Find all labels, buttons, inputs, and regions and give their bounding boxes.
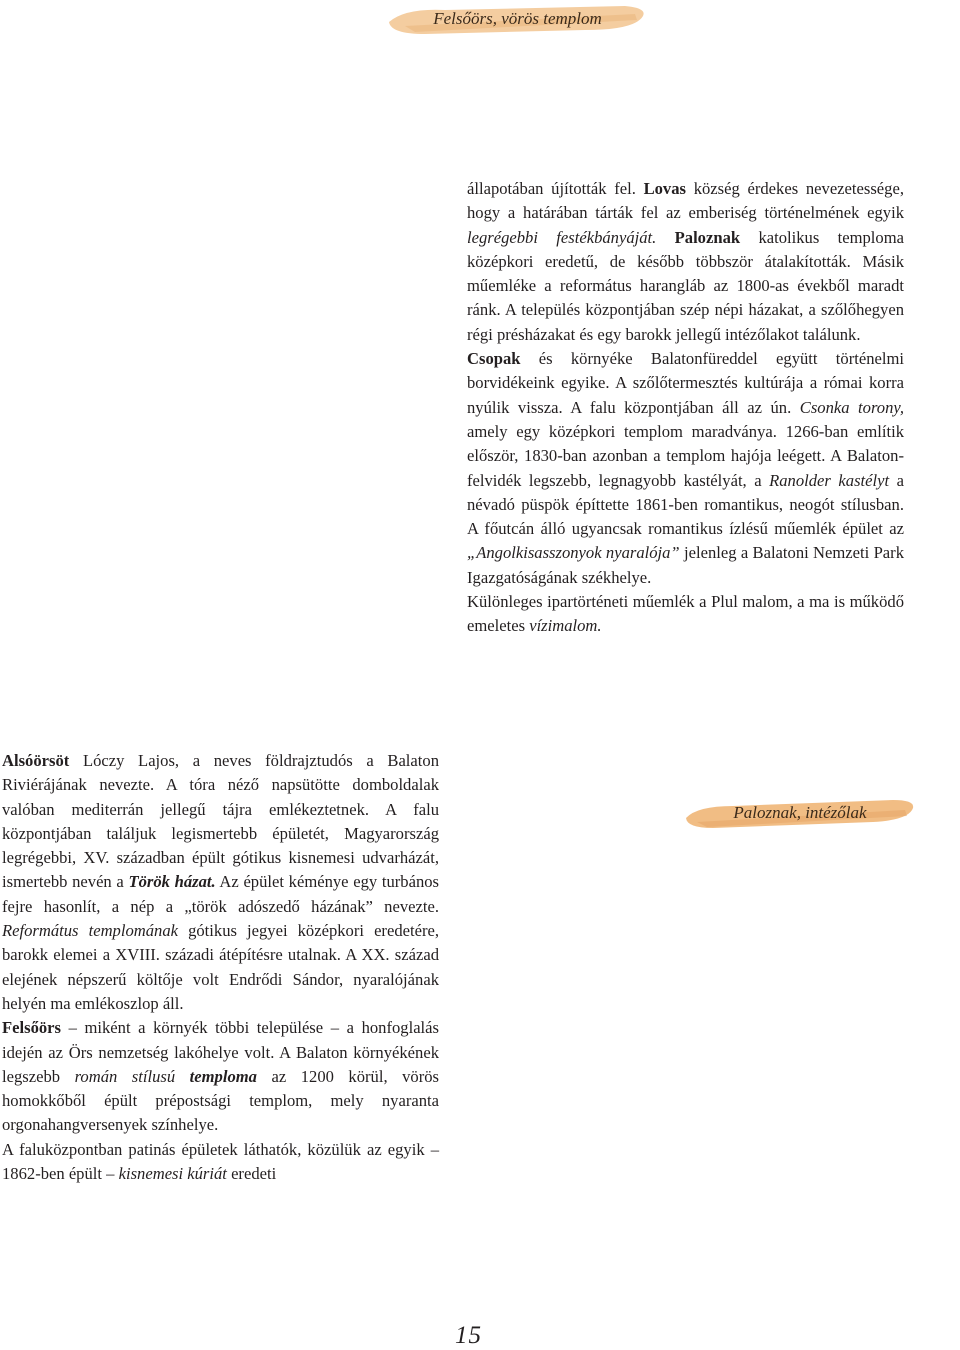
- place-name-paloznak: Paloznak: [674, 227, 741, 247]
- paragraph: Csopak és környéke Balatonfüreddel együtt történelmi borvidékeink egyike. A szőlőtermesztés kultúrája a római korra nyúlik vissza. A falu központjában áll az ún. Csonka torony, amely egy középkori templom maradványa. 1266-ban említik először, 1830-ban azonban a templom hajója leégett. A Balaton-felvidék legszebb, legnagyobb kastélyát, a Ranolder kastélyt a névadó püspök építtette 1861-ben romantikus, neogót stílusban. A főutcán álló ugyancsak romantikus ízlésű műemlék épület az „Angolkisasszonyok nyaralója” jelenleg a Balatoni Nemzeti Park Igazgatóságának székhelye.: [467, 349, 905, 587]
- paragraph: Különleges ipartörténeti műemlék a Plul malom, a ma is működő emeletes vízimalom.: [467, 592, 904, 636]
- right-column: [467, 177, 904, 639]
- place-name-csopak: Csopak: [467, 349, 521, 369]
- page-number: 15: [455, 1322, 482, 1349]
- left-column: [2, 749, 439, 1186]
- paragraph: Felsőörs – miként a környék többi települése – a honfoglalás idején az Örs nemzetség lakóhelye volt. A Balaton környékének legszebb román stílusú temploma az 1200 körül, vörös homokkőből épült prépostsági templom, mely nyaranta orgonahangversenyek színhelye.: [2, 1018, 439, 1135]
- section-banner-felsoors: [385, 2, 650, 36]
- section-banner-paloznak: [683, 796, 917, 830]
- place-name-alsoors: Alsóörsöt: [2, 751, 70, 770]
- paragraph: Alsóörsöt Lóczy Lajos, a neves földrajztudós a Balaton Riviérájának nevezte. A tóra néző napsütötte domboldalak valóban mediterrán jellegű tájra emlékeztetnek. A falu központjában találjuk legismertebb épületét, Magyarország legrégebbi, XV. században épült gótikus kisnemesi udvarházát, ismertebb nevén a Török házat. Az épület kéménye egy turbános fejre hasonlít, a nép a „török adószedő házának” nevezte. Református templomának gótikus jegyei középkori eredetére, barokk elemei a XVIII. századi átépítésre utalnak. A XX. század elejének népszerű költője volt Endrődi Sándor, nyaralójának helyén ma emlékoszlop áll.: [2, 751, 440, 1013]
- place-name-lovas: Lovas: [643, 179, 686, 198]
- banner-title: Felsőörs, vörös templom: [433, 9, 602, 28]
- paragraph: állapotában újították fel. Lovas község érdekes nevezetessége, hogy a határában tárták fel az emberiség történelmének egyik legrégebbi festékbányáját. Paloznak katolikus temploma középkori eredetű, de később többször átalakították. Másik műemléke a református harangláb az 1800-as évekből maradt ránk. A település központjában szép népi házakat, a szőlőhegyen régi présházakat és egy barokk jellegű intézőlakot találunk.: [467, 179, 904, 344]
- banner-title: Paloznak, intézőlak: [733, 803, 867, 822]
- place-name-felsoors: Felsőörs: [2, 1018, 61, 1038]
- paragraph: A faluközpontban patinás épületek láthatók, közülük az egyik – 1862-ben épült – kisnemesi kúriát eredeti: [2, 1139, 439, 1184]
